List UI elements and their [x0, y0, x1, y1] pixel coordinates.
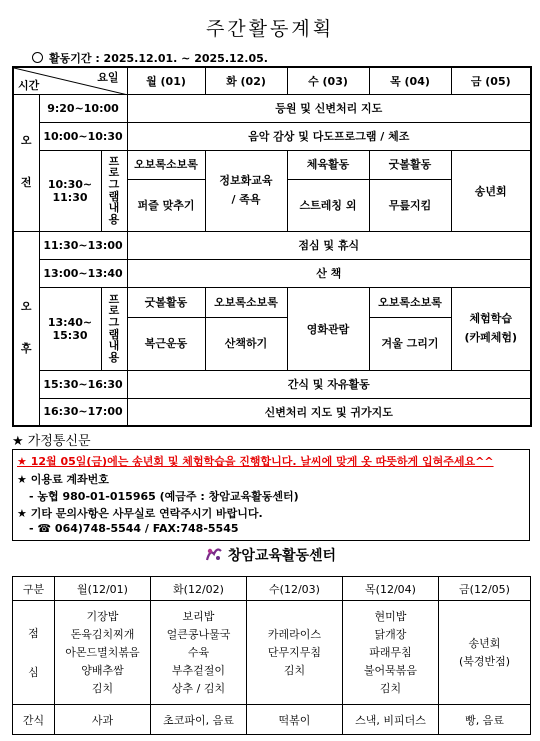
program-detail: 무릎지킴: [388, 198, 432, 212]
program-label-text: 프 로 그 램 내 용: [108, 292, 120, 364]
tue-program-cell: [205, 287, 287, 370]
center-name-block: [0, 545, 540, 565]
time-cell: 15:30~16:30: [39, 370, 127, 398]
header-diagonal-cell: [13, 67, 127, 94]
wed-program-cell: [287, 150, 369, 231]
menu-head: 수(12/03): [247, 577, 343, 601]
mon-program-cell: [127, 150, 205, 231]
thu-program-cell: [369, 150, 451, 231]
day-header: 금 (05): [451, 67, 531, 94]
time-cell: 13:00~13:40: [39, 259, 127, 287]
am-label: 오 전: [13, 94, 39, 231]
program-name: 오보록소보록: [206, 288, 287, 318]
time-cell: 13:40~ 15:30: [39, 287, 101, 370]
fri-program-cell: 체험학습 (카페체험): [451, 287, 531, 370]
newsletter-box: [12, 449, 530, 541]
day-header: 화 (02): [205, 67, 287, 94]
program-detail: 복근운동: [144, 336, 188, 350]
thu-program-cell: [369, 287, 451, 370]
menu-head: 화(12/02): [151, 577, 247, 601]
mon-program-cell: [127, 287, 205, 370]
notice-line: ★ 기타 문의사항은 사무실로 연락주시기 바랍니다.: [17, 507, 263, 520]
activity-cell: 음악 감상 및 다도프로그램 / 체조: [127, 122, 531, 150]
tue-program-cell: 정보화교육 / 족욕: [205, 150, 287, 231]
lunch-label: 점 심: [13, 601, 55, 705]
lunch-cell: 현미밥 닭개장 파래무침 불어묵볶음 김치: [343, 601, 439, 705]
newsletter-heading: ★ 가정통신문: [12, 434, 91, 449]
lunch-cell: 기장밥 돈육김치찌개 아몬드멸치볶음 양배추쌈 김치: [55, 601, 151, 705]
center-logo-icon: [204, 545, 224, 563]
snack-cell: 사과: [55, 705, 151, 735]
activity-cell: 간식 및 자유활동: [127, 370, 531, 398]
snack-cell: 떡볶이: [247, 705, 343, 735]
period-text: 활동기간 : 2025.12.01. ~ 2025.12.05.: [49, 52, 268, 65]
time-cell: 16:30~17:00: [39, 398, 127, 426]
snack-cell: 초코파이, 음료: [151, 705, 247, 735]
page-title: 주간활동계획: [205, 18, 335, 40]
program-name: 굿볼활동: [370, 151, 451, 180]
snack-cell: 빵, 음료: [439, 705, 531, 735]
meal-menu-table: [12, 576, 531, 735]
program-name: 굿볼활동: [128, 288, 205, 318]
program-label-text: 프 로 그 램 내 용: [108, 154, 120, 226]
activity-cell: 점심 및 휴식: [127, 231, 531, 259]
notice-line: - 농협 980-01-015965 (예금주 : 창암교육활동센터): [29, 490, 299, 503]
time-cell: 11:30~13:00: [39, 231, 127, 259]
program-name: 오보록소보록: [128, 151, 205, 180]
notice-line: ★ 이용료 계좌번호: [17, 473, 109, 486]
menu-head: 월(12/01): [55, 577, 151, 601]
program-name: 체육활동: [288, 151, 369, 180]
menu-head: 목(12/04): [343, 577, 439, 601]
day-header: 목 (04): [369, 67, 451, 94]
time-cell: 9:20~10:00: [39, 94, 127, 122]
center-name: 창암교육활동센터: [227, 548, 337, 564]
day-header: 월 (01): [127, 67, 205, 94]
notice-line: - ☎ 064)748-5544 / FAX:748-5545: [29, 522, 239, 535]
pm-label: 오 후: [13, 231, 39, 426]
time-label: 시간: [18, 78, 40, 92]
menu-head: 구분: [13, 577, 55, 601]
menu-head: 금(12/05): [439, 577, 531, 601]
lunch-cell: 카레라이스 단무지무침 김치: [247, 601, 343, 705]
activity-period: [32, 50, 268, 66]
day-label: 요일: [97, 71, 119, 84]
wed-program-cell: 영화관람: [287, 287, 369, 370]
program-detail: 산책하기: [224, 336, 268, 350]
circle-icon: [32, 52, 43, 63]
activity-cell: 등원 및 신변처리 지도: [127, 94, 531, 122]
activity-cell: 산 책: [127, 259, 531, 287]
day-header: 수 (03): [287, 67, 369, 94]
lunch-cell: 보리밥 얼큰콩나물국 수육 부추겉절이 상추 / 김치: [151, 601, 247, 705]
program-detail: 스트레칭 외: [299, 198, 357, 212]
program-label: [101, 150, 127, 231]
lunch-cell: 송년회 (북경반점): [439, 601, 531, 705]
program-detail: 퍼즐 맞추기: [137, 198, 195, 212]
time-cell: 10:00~10:30: [39, 122, 127, 150]
fri-program-cell: 송년회: [451, 150, 531, 231]
activity-cell: 신변처리 지도 및 귀가지도: [127, 398, 531, 426]
snack-cell: 스낵, 비피더스: [343, 705, 439, 735]
snack-label: 간식: [13, 705, 55, 735]
program-label: [101, 287, 127, 370]
program-name: 오보록소보록: [370, 288, 451, 318]
notice-line: ★ 12월 05일(금)에는 송년회 및 체험학습을 진행합니다. 날씨에 맞게 옷 따뜻하게 입혀주세요^^: [17, 455, 494, 468]
time-cell: 10:30~ 11:30: [39, 150, 101, 231]
weekly-schedule-table: [12, 66, 532, 427]
program-detail: 겨울 그리기: [381, 336, 439, 350]
